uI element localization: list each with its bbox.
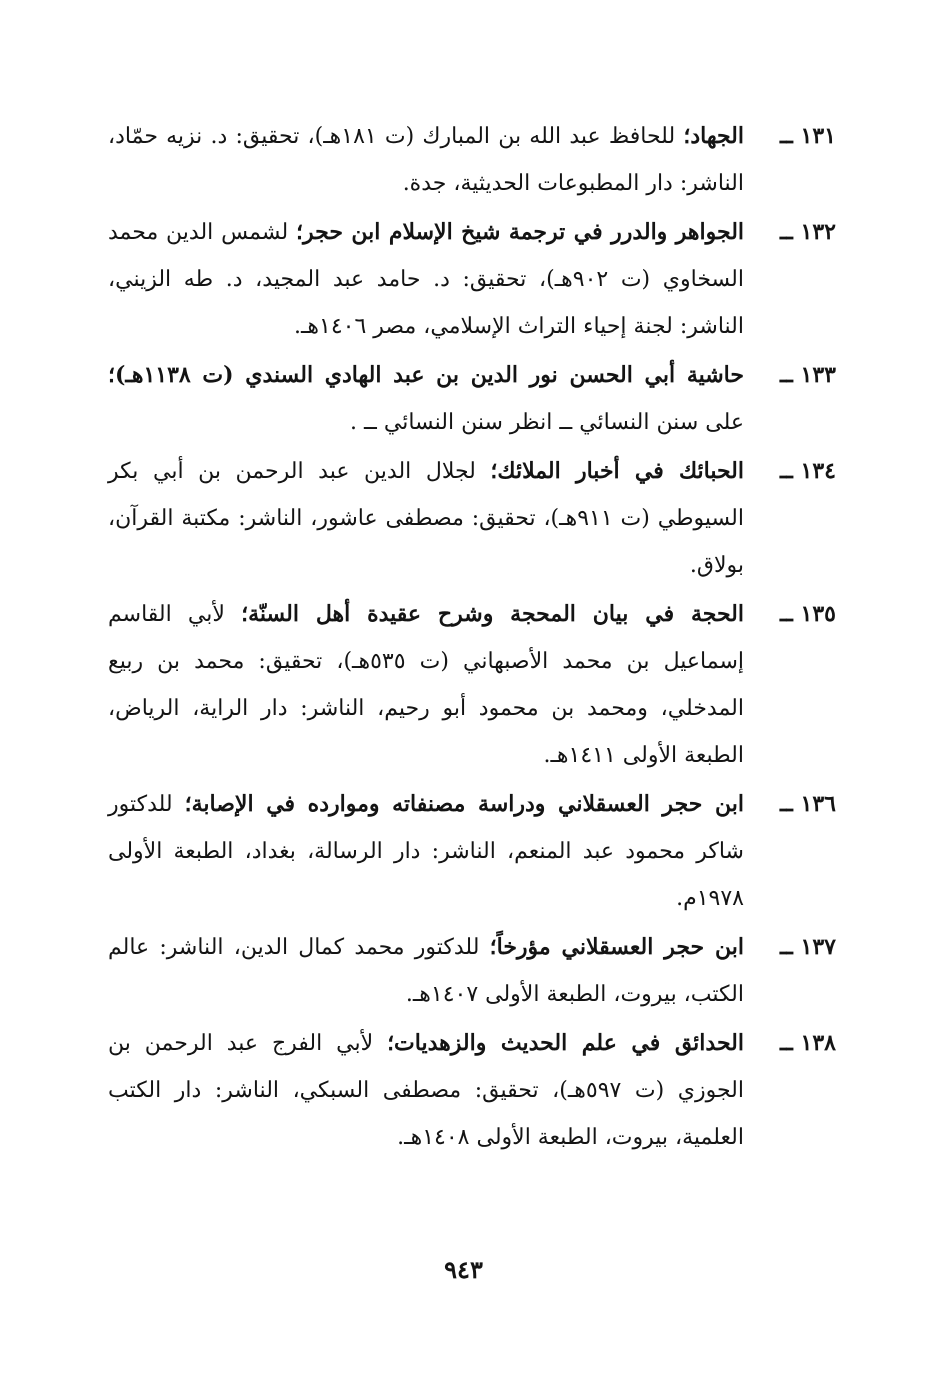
entry-number: ١٣٤ ــ — [779, 458, 836, 484]
entry-number: ١٣٥ ــ — [779, 601, 836, 627]
bibliography-entry-135 — [108, 591, 836, 779]
entry-title: ابن حجر العسقلاني ودراسة مصنفاته وموارده في الإصابة؛ — [184, 791, 744, 817]
bibliography-entry-132 — [108, 209, 836, 350]
entry-text: لشمس الدين محمد السخاوي (ت ٩٠٢هـ)، تحقيق: د. حامد عبد المجيد، د. طه الزيني، الناشر: لجنة إحياء التراث الإسلامي، مصر ١٤٠٦هـ. — [108, 220, 744, 339]
bibliography-entry-138 — [108, 1020, 836, 1161]
entry-number: ١٣٢ ــ — [779, 219, 836, 245]
entry-text: للدكتور محمد كمال الدين، الناشر: عالم الكتب، بيروت، الطبعة الأولى ١٤٠٧هـ. — [108, 935, 744, 1007]
bibliography-entry-131 — [108, 113, 836, 207]
entry-title: الحبائك في أخبار الملائك؛ — [490, 458, 744, 484]
entry-number: ١٣٣ ــ — [779, 362, 836, 388]
entry-number: ١٣٦ ــ — [779, 791, 836, 817]
entry-title: الجهاد؛ — [683, 123, 744, 149]
entry-text: لأبي القاسم إسماعيل بن محمد الأصبهاني (ت ٥٣٥هـ)، تحقيق: محمد بن ربيع المدخلي، ومحمد بن محمود أبو رحيم، الناشر: دار الراية، الرياض، الطبعة الأولى ١٤١١هـ. — [108, 602, 744, 768]
entry-text: لجلال الدين عبد الرحمن بن أبي بكر السيوطي (ت ٩١١هـ)، تحقيق: مصطفى عاشور، الناشر: مكتبة القرآن، بولاق. — [108, 459, 745, 578]
bibliography-entry-134 — [108, 448, 836, 589]
entry-title: الحجة في بيان المحجة وشرح عقيدة أهل السنّة؛ — [241, 601, 744, 627]
entry-number: ١٣٧ ــ — [779, 934, 836, 960]
entry-title: الجواهر والدرر في ترجمة شيخ الإسلام ابن حجر؛ — [296, 219, 745, 245]
bibliography-entry-136 — [108, 781, 836, 922]
entry-text: للدكتور شاكر محمود عبد المنعم، الناشر: دار الرسالة، بغداد، الطبعة الأولى ١٩٧٨م. — [108, 792, 744, 911]
entry-text: على سنن النسائي ــ انظر سنن النسائي ــ . — [349, 410, 744, 435]
bibliography-entry-133 — [108, 352, 836, 446]
bibliography-entry-137 — [108, 924, 836, 1018]
bibliography-list — [108, 113, 836, 1163]
entry-text: لأبي الفرج عبد الرحمن بن الجوزي (ت ٥٩٧هـ)، تحقيق: مصطفى السبكي، الناشر: دار الكتب العلمية، بيروت، الطبعة الأولى ١٤٠٨هـ. — [108, 1031, 744, 1150]
entry-title: حاشية أبي الحسن نور الدين بن عبد الهادي السندي (ت ١١٣٨هـ)؛ — [108, 362, 744, 388]
entry-number: ١٣٨ ــ — [779, 1030, 836, 1056]
page-number: ٩٤٣ — [444, 1255, 483, 1284]
entry-title: ابن حجر العسقلاني مؤرخاً؛ — [489, 934, 744, 960]
entry-text: للحافظ عبد الله بن المبارك (ت ١٨١هـ)، تحقيق: د. نزيه حمّاد، الناشر: دار المطبوعات الحديثية، جدة. — [108, 124, 744, 196]
entry-number: ١٣١ ــ — [779, 123, 836, 149]
entry-title: الحدائق في علم الحديث والزهديات؛ — [387, 1030, 744, 1056]
